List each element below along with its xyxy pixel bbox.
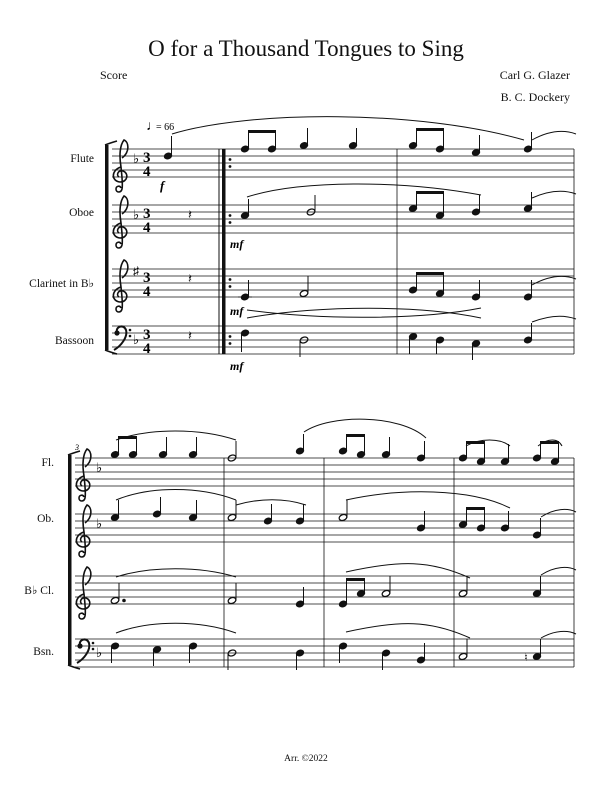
dynamic-marking: mf: [230, 304, 244, 318]
key-signature-flat: ♭: [133, 151, 140, 166]
score-title: O for a Thousand Tongues to Sing: [148, 36, 464, 61]
svg-text:3: 3: [143, 206, 151, 222]
instrument-abbrev-flute: Fl.: [41, 457, 54, 469]
copyright-footer: Arr. ©2022: [284, 754, 328, 764]
key-signature-flat: ♭: [133, 332, 140, 347]
treble-clef-icon: [113, 196, 128, 248]
bass-clef-icon: [114, 326, 131, 350]
treble-clef-icon: [76, 505, 91, 557]
svg-text:4: 4: [143, 220, 151, 236]
staff-bassoon: [112, 326, 574, 354]
tempo-marking: = 66: [156, 122, 175, 133]
flute-notes: [240, 128, 532, 156]
key-signature-flat: ♭: [96, 460, 103, 475]
composer-credit: Carl G. Glazer: [499, 68, 570, 82]
instrument-abbrev-clarinet: B♭ Cl.: [24, 585, 54, 597]
dynamic-marking: mf: [230, 359, 244, 373]
staff-clarinet: [75, 576, 574, 604]
staff-oboe: [75, 514, 574, 542]
quarter-rest-icon: 𝄽: [188, 207, 192, 222]
svg-text:4: 4: [143, 341, 151, 357]
system-1: [105, 117, 576, 373]
svg-text:3: 3: [143, 327, 151, 343]
treble-clef-icon: [76, 567, 91, 619]
system-2: [68, 419, 576, 670]
svg-text:4: 4: [143, 284, 151, 300]
system-bracket: [105, 145, 109, 350]
flute-notes: [110, 434, 559, 465]
measure-number: 3: [75, 443, 79, 452]
bassoon-notes: [110, 639, 541, 670]
instrument-abbrev-bassoon: Bsn.: [33, 646, 54, 658]
clarinet-notes: [110, 576, 541, 608]
staff-clarinet: [112, 269, 574, 297]
bassoon-notes: [240, 323, 532, 360]
instrument-name-clarinet: Clarinet in B♭: [29, 278, 94, 290]
svg-text:3: 3: [143, 150, 151, 166]
key-signature-flat: ♭: [133, 207, 140, 222]
instrument-name-bassoon: Bassoon: [55, 335, 94, 347]
treble-clef-icon: [113, 260, 128, 312]
svg-text:3: 3: [143, 270, 151, 286]
oboe-notes: [110, 497, 541, 539]
arranger-credit: B. C. Dockery: [500, 90, 570, 104]
barline: [224, 458, 574, 667]
instrument-name-flute: Flute: [70, 153, 94, 165]
staff-flute: [112, 149, 574, 177]
treble-clef-icon: [113, 140, 128, 192]
key-signature-flat: ♭: [96, 516, 103, 531]
svg-text:4: 4: [143, 164, 151, 180]
slur: [172, 117, 524, 140]
dynamic-marking: f: [160, 178, 165, 193]
pickup-notes: [163, 136, 192, 343]
score-label: Score: [100, 68, 128, 82]
bass-clef-icon: [77, 639, 94, 663]
key-signature-flat: ♭: [96, 645, 103, 660]
repeat-barline: [219, 149, 231, 354]
staff-oboe: [112, 205, 574, 233]
instrument-abbrev-oboe: Ob.: [37, 513, 54, 525]
staff-bassoon: [75, 639, 574, 667]
staff-flute: [75, 458, 574, 486]
dynamic-marking: mf: [230, 237, 244, 251]
instrument-name-oboe: Oboe: [69, 207, 94, 219]
quarter-rest-icon: 𝄽: [188, 328, 192, 343]
tempo-quarter-note-icon: ♩: [146, 119, 160, 134]
treble-clef-icon: [76, 449, 91, 501]
system-bracket: [68, 455, 72, 665]
quarter-rest-icon: 𝄽: [188, 271, 192, 286]
key-signature-sharp: ♯: [133, 264, 139, 278]
natural-sign-icon: ♮: [524, 652, 528, 664]
